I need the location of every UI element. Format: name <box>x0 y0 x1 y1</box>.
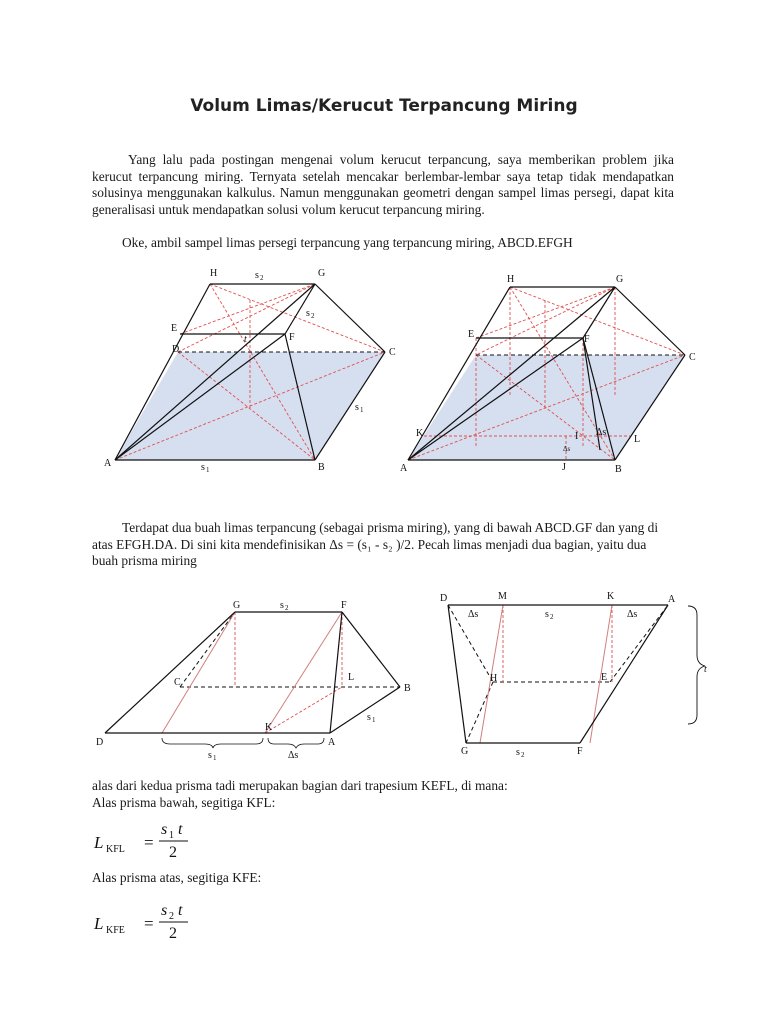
svg-text:L: L <box>94 833 104 852</box>
red-solid-lines <box>480 605 612 743</box>
label-t: t <box>704 664 707 675</box>
svg-text:2: 2 <box>169 925 177 942</box>
svg-text:t: t <box>178 821 183 838</box>
svg-text:KFL: KFL <box>106 844 125 855</box>
solid-edges <box>448 605 668 743</box>
label-I: I <box>575 431 579 442</box>
base-line-1: alas dari kedua prisma tadi merupakan bagian dari trapesium KEFL, di mana: <box>92 778 508 793</box>
svg-text:s: s <box>161 821 168 838</box>
red-dashed-lines <box>503 605 612 682</box>
label-B: B <box>404 683 411 694</box>
label-A: A <box>104 458 112 469</box>
page-title: Volum Limas/Kerucut Terpancung Miring <box>190 96 578 116</box>
sample-paragraph: Oke, ambil sampel limas persegi terpancung yang terpancung miring, ABCD.EFGH <box>122 235 573 250</box>
label-delta-s-left: Δs <box>468 609 479 620</box>
label-B: B <box>615 464 622 475</box>
label-G: G <box>461 746 469 757</box>
label-delta-s: Δs <box>288 750 299 761</box>
svg-text:1: 1 <box>372 716 376 724</box>
label-A: A <box>328 737 336 748</box>
label-H: H <box>210 268 218 279</box>
svg-text:=: = <box>144 914 154 933</box>
svg-text:2: 2 <box>521 751 525 759</box>
label-K: K <box>416 428 424 439</box>
label-delta-s: Δs <box>596 427 607 438</box>
label-F: F <box>577 746 583 757</box>
base-paragraph <box>92 778 674 811</box>
svg-text:=: = <box>144 833 154 852</box>
brace-t <box>688 606 705 724</box>
label-s1: s <box>208 750 212 761</box>
split-paragraph: Terdapat dua buah limas terpancung (sebagai prisma miring), yang di bawah ABCD.GF dan yang di atas EFGH.DA. Di sini kita mendefinisikan Δs = (s₁ - s₂ )/2. Pecah limas menjadi dua bagian, yaitu dua buah prisma miring <box>92 520 659 569</box>
label-s2-side: s <box>306 308 310 319</box>
formula-kfl-svg <box>92 812 252 862</box>
label-F: F <box>584 334 590 345</box>
svg-text:1: 1 <box>360 406 364 414</box>
label-s2-bottom: s <box>516 747 520 758</box>
svg-text:2: 2 <box>169 911 174 922</box>
label-s1-side: s <box>367 712 371 723</box>
formula-kfl <box>92 812 252 867</box>
base-line-2: Alas prisma bawah, segitiga KFL: <box>92 794 276 810</box>
svg-text:1: 1 <box>206 466 210 474</box>
hidden-edges <box>448 605 668 743</box>
svg-text:2: 2 <box>260 274 264 282</box>
label-D: D <box>440 593 448 604</box>
svg-text:2: 2 <box>550 613 554 621</box>
label-L: L <box>348 672 355 683</box>
label-s2-top: s <box>545 609 549 620</box>
label-B: B <box>318 462 325 473</box>
svg-text:KFE: KFE <box>106 925 125 936</box>
label-D: D <box>172 344 180 355</box>
label-C: C <box>689 352 696 363</box>
label-J: J <box>562 462 566 473</box>
label-H: H <box>507 274 515 285</box>
label-G: G <box>318 268 326 279</box>
top-base-paragraph: Alas prisma atas, segitiga KFE: <box>92 870 262 885</box>
label-E: E <box>601 672 608 683</box>
label-D: D <box>96 737 104 748</box>
svg-text:t: t <box>178 902 183 919</box>
label-s2-top: s <box>255 270 259 281</box>
label-F: F <box>341 600 347 611</box>
label-s1-bottom: s <box>201 462 205 473</box>
label-E: E <box>171 323 178 334</box>
svg-text:L: L <box>94 914 104 933</box>
label-G: G <box>616 274 624 285</box>
label-delta-s-right: Δs <box>627 609 638 620</box>
label-L: L <box>634 434 641 445</box>
label-K: K <box>607 591 615 602</box>
label-t: t <box>244 334 247 345</box>
label-C: C <box>389 347 396 358</box>
svg-text:2: 2 <box>169 844 177 861</box>
intro-paragraph: Yang lalu pada postingan mengenai volum kerucut terpancung, saya memberikan problem jika kerucut terpancung miring. Ternyata setelah mencakar berlembar-lembar saya tetap tidak mendapatkan solusinya menggunakan kalkulus. Namun menggunakan geometri dengan sampel limas persegi, dapat kita generalisasi untuk mendapatkan solusi volum kerucut terpancung miring. <box>92 152 674 218</box>
label-E: E <box>468 329 475 340</box>
svg-text:s: s <box>161 902 168 919</box>
label-F: F <box>289 332 295 343</box>
svg-text:1: 1 <box>213 754 217 762</box>
label-G: G <box>233 600 241 611</box>
label-s2: s <box>280 600 284 611</box>
label-s1-side: s <box>355 402 359 413</box>
svg-text:1: 1 <box>169 830 174 841</box>
label-H: H <box>490 673 498 684</box>
label-delta-s-small: Δs <box>563 445 571 453</box>
svg-text:2: 2 <box>311 312 315 320</box>
svg-text:2: 2 <box>285 604 289 612</box>
label-K: K <box>265 722 273 733</box>
label-M: M <box>498 591 507 602</box>
label-A: A <box>400 463 408 474</box>
formula-kfe <box>92 893 252 948</box>
formula-kfe-svg <box>92 893 252 943</box>
label-C: C <box>174 677 181 688</box>
label-A: A <box>668 594 676 605</box>
